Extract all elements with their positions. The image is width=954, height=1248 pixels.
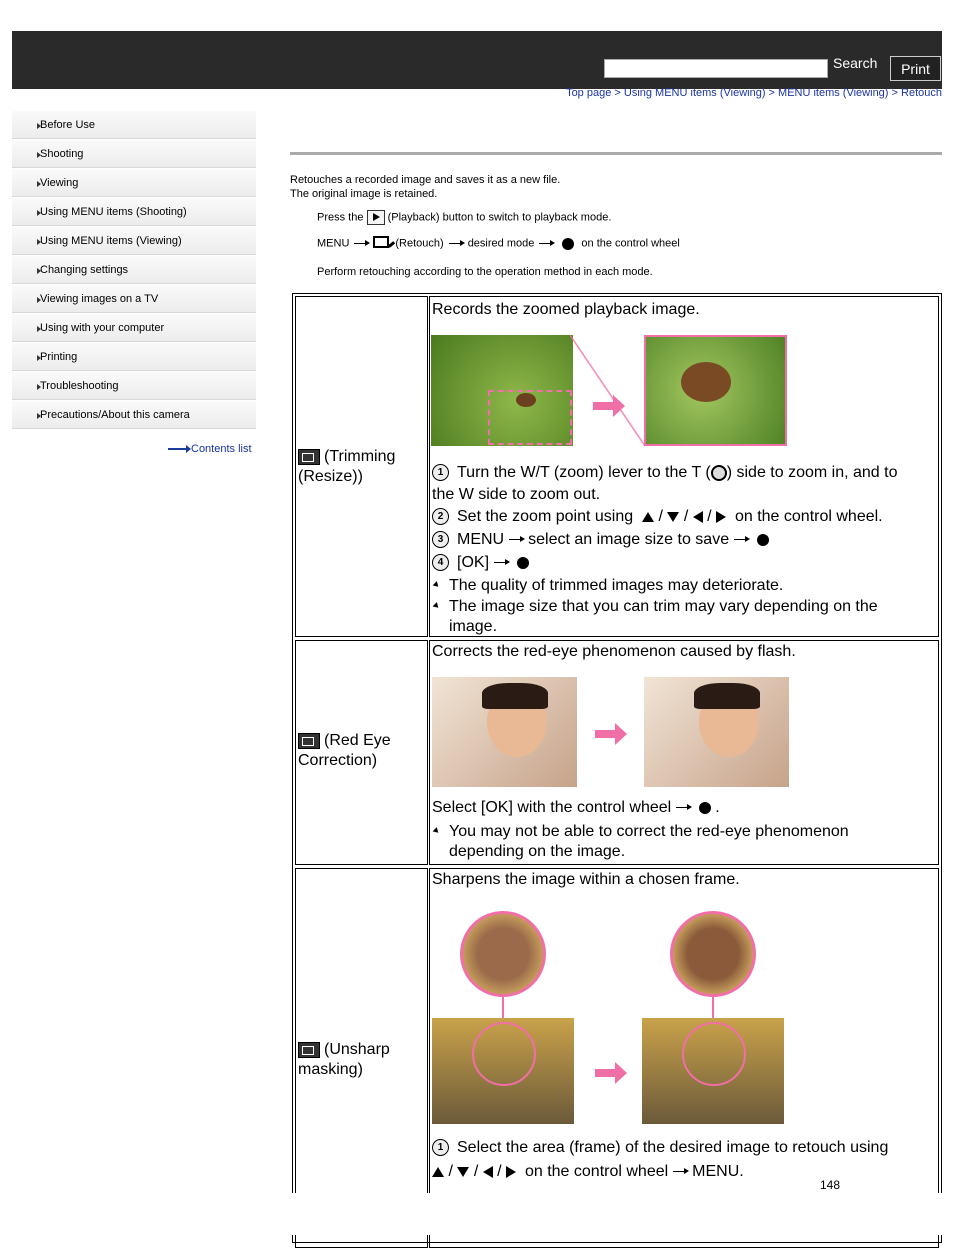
sidebar-item-menu-viewing[interactable] <box>12 227 256 255</box>
sidebar-item-label: Before Use <box>40 118 96 131</box>
sharp-face-zoom <box>670 911 756 997</box>
unsharp-label <box>298 1040 426 1080</box>
step-number-1: 1 <box>432 1139 449 1156</box>
sidebar-item-label: Shooting <box>40 147 84 160</box>
step-1 <box>317 210 611 225</box>
unsharp-desc: Sharpens the image within a chosen frame. <box>432 871 740 888</box>
sidebar-item-label: Using MENU items (Viewing) <box>40 234 182 247</box>
sharpen-frame <box>472 1022 536 1086</box>
arrow-icon <box>449 243 463 244</box>
trimming-label-text: (Trimming (Resize)) <box>298 448 396 485</box>
sidebar-item-troubleshooting[interactable] <box>12 372 256 400</box>
zoom-guide <box>570 335 645 446</box>
slash-separator: / <box>448 1163 453 1180</box>
arrow-icon <box>676 807 690 808</box>
children-before-image <box>432 1018 574 1124</box>
trimming-step-1-cont: the W side to zoom out. <box>432 486 601 503</box>
step-text: on the control wheel. <box>734 508 883 525</box>
redeye-label <box>298 731 426 771</box>
arrow-icon <box>673 1171 687 1172</box>
step-text: select an image size to save <box>528 531 730 548</box>
trim-frame <box>488 390 572 445</box>
unsharp-icon <box>298 1042 320 1058</box>
bird-original-image <box>431 335 573 446</box>
breadcrumb <box>566 87 942 99</box>
unsharp-label-cell <box>295 868 428 1248</box>
center-button-icon <box>699 802 711 814</box>
trimming-label-cell <box>295 296 428 637</box>
sidebar-item-label: Viewing images on a TV <box>40 292 159 305</box>
slash-separator: / <box>683 508 689 525</box>
up-icon <box>432 1167 444 1177</box>
breadcrumb-separator: > <box>888 87 902 99</box>
down-icon <box>457 1167 469 1177</box>
right-icon <box>716 511 726 523</box>
step-text: . <box>715 799 720 816</box>
step-number-4: 4 <box>432 554 449 571</box>
child-after-image <box>644 677 789 787</box>
sidebar-item-viewing-tv[interactable] <box>12 285 256 313</box>
step-text: (Retouch) <box>395 237 444 250</box>
slash-separator: / <box>473 1163 479 1180</box>
pink-arrow-icon <box>593 402 615 410</box>
center-button-icon <box>517 557 529 569</box>
sidebar-item-viewing[interactable] <box>12 169 256 197</box>
unsharp-step-1 <box>432 1137 888 1158</box>
breadcrumb-separator: > <box>611 87 624 99</box>
left-icon <box>483 1166 493 1178</box>
step-text: Set the zoom point using <box>457 508 634 525</box>
trimming-note-1: The quality of trimmed images may deteriorate. <box>432 576 919 596</box>
arrow-icon <box>494 562 508 563</box>
children-after-image <box>642 1018 784 1124</box>
center-button-icon <box>562 238 574 250</box>
search-button[interactable]: Search <box>833 55 878 71</box>
redeye-label-cell <box>295 640 428 865</box>
pink-arrow-icon <box>595 730 617 738</box>
bird-shape <box>681 362 731 402</box>
bird-zoomed-image <box>644 335 787 446</box>
slash-separator: / <box>497 1163 502 1180</box>
sidebar-item-precautions[interactable] <box>12 401 256 429</box>
zoom-magnifier-icon <box>711 465 727 481</box>
contents-list-link[interactable] <box>168 443 252 455</box>
arrow-right-icon <box>168 448 188 450</box>
sidebar-item-label: Using MENU items (Shooting) <box>40 205 187 218</box>
trimming-desc: Records the zoomed playback image. <box>432 301 700 318</box>
breadcrumb-menu-items-viewing[interactable]: MENU items (Viewing) <box>778 87 889 99</box>
right-icon <box>506 1166 516 1178</box>
red-eye-icon <box>298 733 320 749</box>
child-before-image <box>432 677 577 787</box>
step-text: [OK] <box>457 554 490 571</box>
trimming-step-1 <box>432 462 897 483</box>
step-number-2: 2 <box>432 508 449 525</box>
arrow-icon <box>734 539 748 540</box>
hair-shape <box>694 683 760 709</box>
redeye-step <box>432 797 720 818</box>
unsharp-label-text: (Unsharp masking) <box>298 1041 390 1078</box>
sidebar-item-label: Printing <box>40 350 78 363</box>
redeye-label-text: (Red Eye Correction) <box>298 732 391 769</box>
arrow-icon <box>509 539 523 540</box>
trimming-step-2 <box>432 506 883 527</box>
unsharp-desc-cell <box>429 868 939 1248</box>
step-text: ) side to zoom in, and to <box>726 464 898 481</box>
arrow-icon <box>354 243 368 244</box>
redeye-desc: Corrects the red-eye phenomenon caused by flash. <box>432 643 796 660</box>
sidebar-item-shooting[interactable] <box>12 140 256 168</box>
redeye-note: You may not be able to correct the red-eye phenomenon depending on the image. <box>432 822 919 862</box>
slash-separator: / <box>707 508 712 525</box>
step-text: Turn the W/T (zoom) lever to the T ( <box>457 464 711 481</box>
blurry-face-zoom <box>460 911 546 997</box>
page-number: 148 <box>820 1178 841 1192</box>
sidebar-item-label: Changing settings <box>40 263 129 276</box>
sidebar-item-label: Using with your computer <box>40 321 165 334</box>
step-text: Select [OK] with the control wheel <box>432 799 672 816</box>
trimming-step-4 <box>432 552 533 573</box>
trimming-step-3 <box>432 529 773 550</box>
intro-text: Retouches a recorded image and saves it as a new file. <box>290 174 561 186</box>
page-bottom-mask <box>0 1193 954 1235</box>
trimming-note-2: The image size that you can trim may vary depending on the image. <box>432 597 919 637</box>
search-input[interactable] <box>604 59 828 78</box>
retouch-modes-table <box>292 293 942 1243</box>
step-text: MENU. <box>692 1163 744 1180</box>
intro-text: The original image is retained. <box>290 188 438 200</box>
step-text: desired mode <box>467 237 535 250</box>
step-text: Select the area (frame) of the desired image to retouch using <box>457 1139 889 1156</box>
sidebar-item-changing-settings[interactable] <box>12 256 256 284</box>
arrow-icon <box>539 243 553 244</box>
contents-list-label: Contents list <box>191 443 252 455</box>
hair-shape <box>482 683 548 709</box>
print-button[interactable]: Print <box>890 56 941 81</box>
sidebar-item-printing[interactable] <box>12 343 256 371</box>
trimming-icon <box>298 449 320 465</box>
step-text: Press the <box>317 211 364 224</box>
unsharp-step-1-cont <box>432 1161 744 1182</box>
pink-arrow-icon <box>595 1069 617 1077</box>
left-icon <box>693 511 703 523</box>
step-text: MENU <box>317 237 350 250</box>
sidebar-nav <box>12 111 256 430</box>
sharpen-frame <box>682 1022 746 1086</box>
playback-icon <box>367 210 385 225</box>
step-text: on the control wheel <box>524 1163 669 1180</box>
breadcrumb-top-page[interactable]: Top page <box>566 87 612 99</box>
down-icon <box>667 512 679 522</box>
step-3: Perform retouching according to the operation method in each mode. <box>317 266 653 278</box>
trimming-desc-cell <box>429 296 939 637</box>
sidebar-item-computer[interactable] <box>12 314 256 342</box>
retouch-icon <box>373 236 395 251</box>
redeye-desc-cell <box>429 640 939 865</box>
sidebar-item-label: Troubleshooting <box>40 379 119 392</box>
sidebar-item-menu-shooting[interactable] <box>12 198 256 226</box>
step-text: MENU <box>457 531 505 548</box>
sidebar-item-before-use[interactable] <box>12 111 256 139</box>
title-divider <box>290 152 942 155</box>
breadcrumb-separator: > <box>765 87 779 99</box>
center-button-icon <box>757 534 769 546</box>
step-2 <box>317 236 680 251</box>
step-text: on the control wheel <box>581 237 680 250</box>
up-icon <box>642 512 654 522</box>
sidebar-item-label: Precautions/About this camera <box>40 408 190 421</box>
slash-separator: / <box>658 508 663 525</box>
step-number-3: 3 <box>432 531 449 548</box>
breadcrumb-retouch[interactable]: Retouch <box>901 87 942 99</box>
step-number-1: 1 <box>432 464 449 481</box>
sidebar-item-label: Viewing <box>40 176 79 189</box>
step-text: (Playback) button to switch to playback mode. <box>387 211 612 224</box>
trimming-label <box>298 447 426 487</box>
breadcrumb-using-menu-viewing[interactable]: Using MENU items (Viewing) <box>623 87 766 99</box>
